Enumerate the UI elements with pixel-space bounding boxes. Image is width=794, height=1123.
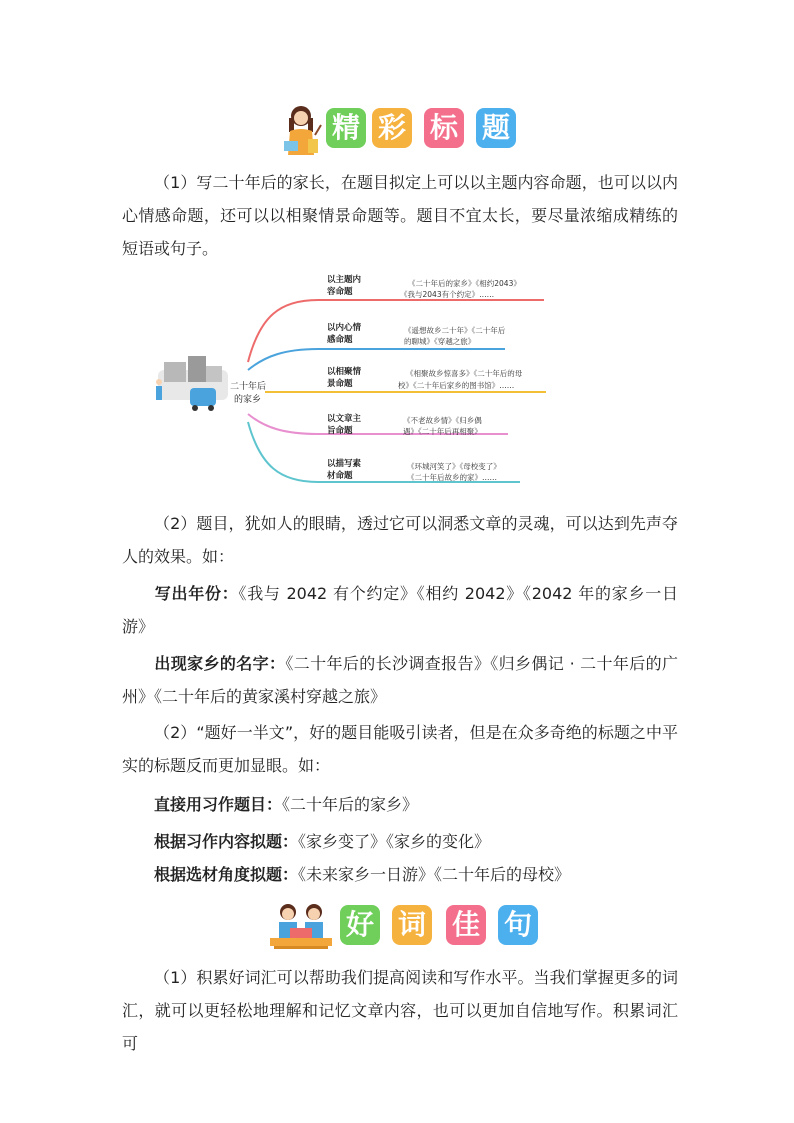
year-text: 《我与 2042 有个约定》《相约 2042》《2042 年的家乡一日游》 — [122, 584, 678, 636]
title-char-1: 精 — [326, 108, 366, 148]
branch-5-label-line-1: 以描写素 — [327, 459, 362, 469]
direct-label: 直接用习作题目： — [154, 795, 283, 814]
material-text: 《未来家乡一日游》《二十年后的母校》 — [298, 865, 571, 884]
mind-map — [150, 266, 550, 494]
branch-3-example-line-1: 《相聚故乡惊喜多》《二十年后的母 — [406, 369, 523, 378]
branch-4-label-line-1: 以文章主 — [327, 414, 362, 424]
title-char-2: 彩 — [372, 108, 412, 148]
title-char-3: 标 — [424, 108, 464, 148]
branch-5-example-line-1: 《环城河笑了》《母校变了》 — [407, 462, 501, 471]
branch-2-example-line-2: 的聊城》《穿越之旅》 — [404, 337, 476, 346]
branch-line-2 — [248, 349, 505, 370]
title-char-2: 词 — [392, 905, 432, 945]
paragraph-2: （2）题目，犹如人的眼睛，透过它可以洞悉文章的灵魂，可以达到先声夺人的效果。如： — [122, 514, 678, 566]
teacher-illustration — [282, 105, 322, 157]
branch-5-example-line-2: 《二十年后故乡的家》…… — [407, 473, 497, 482]
title-char-4: 句 — [498, 905, 538, 945]
hometown-label: 出现家乡的名字： — [154, 654, 286, 673]
direct-title-line — [122, 788, 418, 821]
students-reading-illustration — [270, 902, 332, 950]
branch-2-label-line-1: 以内心情 — [327, 323, 362, 333]
hometown-examples — [122, 647, 678, 713]
content-label: 根据习作内容拟题： — [154, 832, 299, 851]
branch-1-example-line-1: 《二十年后的家乡》《相约2043》 — [408, 279, 521, 288]
title-char-1: 好 — [340, 905, 380, 945]
paragraph-1: （1）写二十年后的家长，在题目拟定上可以以主题内容命题，也可以以内心情感命题，还可以以相聚情景命题等。题目不宜太长，要尽量浓缩成精练的短语或句子。 — [122, 173, 678, 258]
branch-1-label-line-1: 以主题内 — [327, 275, 362, 285]
hometown-illustration — [156, 356, 228, 411]
year-label: 写出年份： — [154, 584, 239, 603]
content-text: 《家乡变了》《家乡的变化》 — [298, 832, 491, 851]
section-header-good-words — [0, 902, 794, 958]
branch-2-label-line-2: 感命题 — [327, 335, 353, 345]
title-char-3: 佳 — [446, 905, 486, 945]
branch-2-example-line-1: 《遥想故乡二十年》《二十年后 — [404, 326, 506, 335]
year-examples — [122, 577, 678, 643]
paragraph-4: （1）积累好词汇可以帮助我们提高阅读和写作水平。当我们掌握更多的词汇，就可以更轻松地理解和记忆文章内容，也可以更加自信地写作。积累词汇可 — [122, 968, 678, 1053]
section-header-highlight-titles — [0, 105, 794, 161]
material-title-line — [122, 858, 570, 891]
direct-text: 《二十年后的家乡》 — [282, 795, 419, 814]
branch-4-example-line-2: 遇》《二十年后再相聚》 — [403, 427, 482, 436]
hometown-text: 《二十年后的长沙调查报告》《归乡偶记 · 二十年后的广州》《二十年后的黄家溪村穿越之旅》 — [122, 654, 678, 706]
mind-center-line-2: 的家乡 — [234, 395, 262, 405]
branch-1-example-line-2: 《我与2043有个约定》…… — [400, 290, 495, 299]
paragraph-3: （2）“题好一半文”，好的题目能吸引读者，但是在众多奇绝的标题之中平实的标题反而更加显眼。如： — [122, 723, 678, 775]
material-label: 根据选材角度拟题： — [154, 865, 299, 884]
branch-3-label-line-2: 景命题 — [327, 379, 353, 389]
branch-1-label-line-2: 容命题 — [327, 287, 353, 297]
mind-center-line-1: 二十年后 — [230, 382, 267, 392]
content-title-line — [122, 825, 490, 858]
branch-3-example-line-2: 校》《二十年后家乡的图书馆》…… — [398, 381, 515, 390]
title-char-4: 题 — [476, 108, 516, 148]
branch-3-label-line-1: 以相聚情 — [327, 367, 362, 377]
branch-5-label-line-2: 材命题 — [327, 471, 353, 481]
branch-4-label-line-2: 旨命题 — [327, 426, 353, 436]
branch-4-example-line-1: 《不老故乡情》《归乡偶 — [403, 416, 482, 425]
